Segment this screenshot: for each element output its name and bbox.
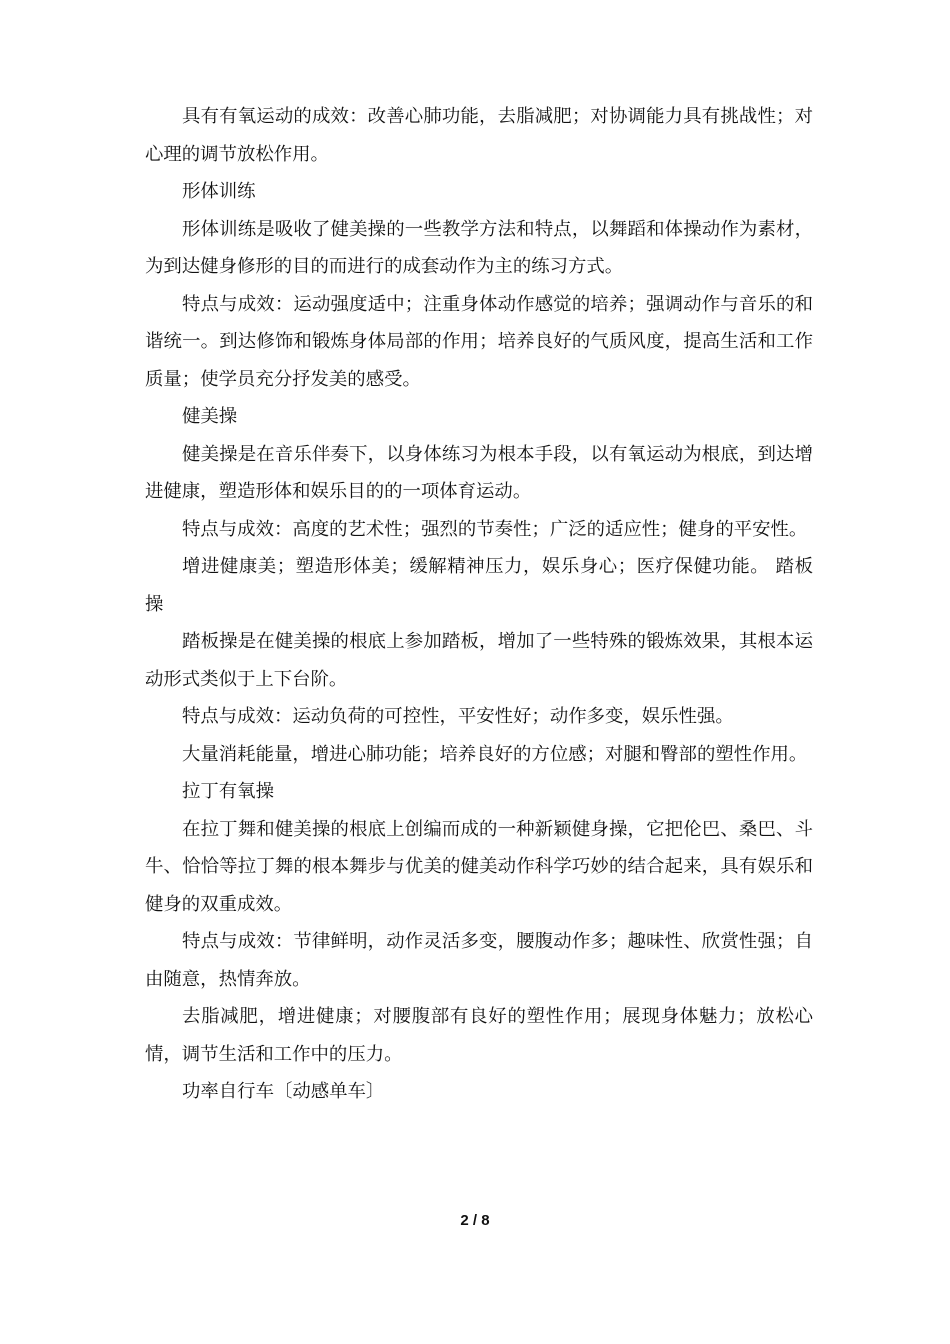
paragraph-latin-effects: 去脂减肥，增进健康；对腰腹部有良好的塑性作用；展现身体魅力；放松心情，调节生活和工作中的压力。	[145, 1006, 813, 1065]
paragraph-body-training-intro: 形体训练是吸收了健美操的一些教学方法和特点，以舞蹈和体操动作为素材，为到达健身修形的目的而进行的成套动作为主的练习方式。	[145, 218, 813, 277]
document-body	[145, 98, 813, 1111]
paragraph-step-intro: 踏板操是在健美操的根底上参加踏板，增加了一些特殊的锻炼效果，其根本运动形式类似于上下台阶。	[145, 631, 813, 690]
heading-latin-aerobics: 拉丁有氧操	[182, 781, 274, 802]
paragraph-aerobics-features: 特点与成效：高度的艺术性；强烈的节奏性；广泛的适应性；健身的平安性。	[182, 518, 808, 540]
paragraph-latin-features: 特点与成效：节律鲜明，动作灵活多变，腰腹动作多；趣味性、欣赏性强；自由随意，热情奔放。	[145, 931, 813, 990]
paragraph-aerobics-intro: 健美操是在音乐伴奏下，以身体练习为根本手段，以有氧运动为根底，到达增进健康，塑造形体和娱乐目的的一项体育运动。	[145, 443, 813, 502]
heading-body-training: 形体训练	[182, 181, 256, 202]
page-number: 2 / 8	[460, 1212, 490, 1229]
paragraph-latin-intro: 在拉丁舞和健美操的根底上创编而成的一种新颖健身操，它把伦巴、桑巴、斗牛、恰恰等拉丁舞的根本舞步与优美的健美动作科学巧妙的结合起来，具有娱乐和健身的双重成效。	[145, 818, 813, 915]
paragraph-step-features: 特点与成效：运动负荷的可控性，平安性好；动作多变，娱乐性强。	[182, 706, 734, 727]
heading-aerobics: 健美操	[182, 406, 238, 427]
paragraph-aerobics-effects: 增进健康美；塑造形体美；缓解精神压力，娱乐身心；医疗保健功能。 踏板操	[145, 556, 813, 615]
paragraph-step-effects: 大量消耗能量，增进心肺功能；培养良好的方位感；对腿和臀部的塑性作用。	[182, 743, 808, 765]
heading-spinning: 功率自行车〔动感单车〕	[182, 1081, 385, 1102]
paragraph-body-training-effects: 特点与成效：运动强度适中；注重身体动作感觉的培养；强调动作与音乐的和谐统一。到达修饰和锻炼身体局部的作用；培养良好的气质风度，提高生活和工作质量；使学员充分抒发美的感受。	[145, 293, 813, 390]
paragraph-aerobic-effects: 具有有氧运动的成效：改善心肺功能，去脂减肥；对协调能力具有挑战性；对心理的调节放松作用。	[145, 106, 813, 165]
